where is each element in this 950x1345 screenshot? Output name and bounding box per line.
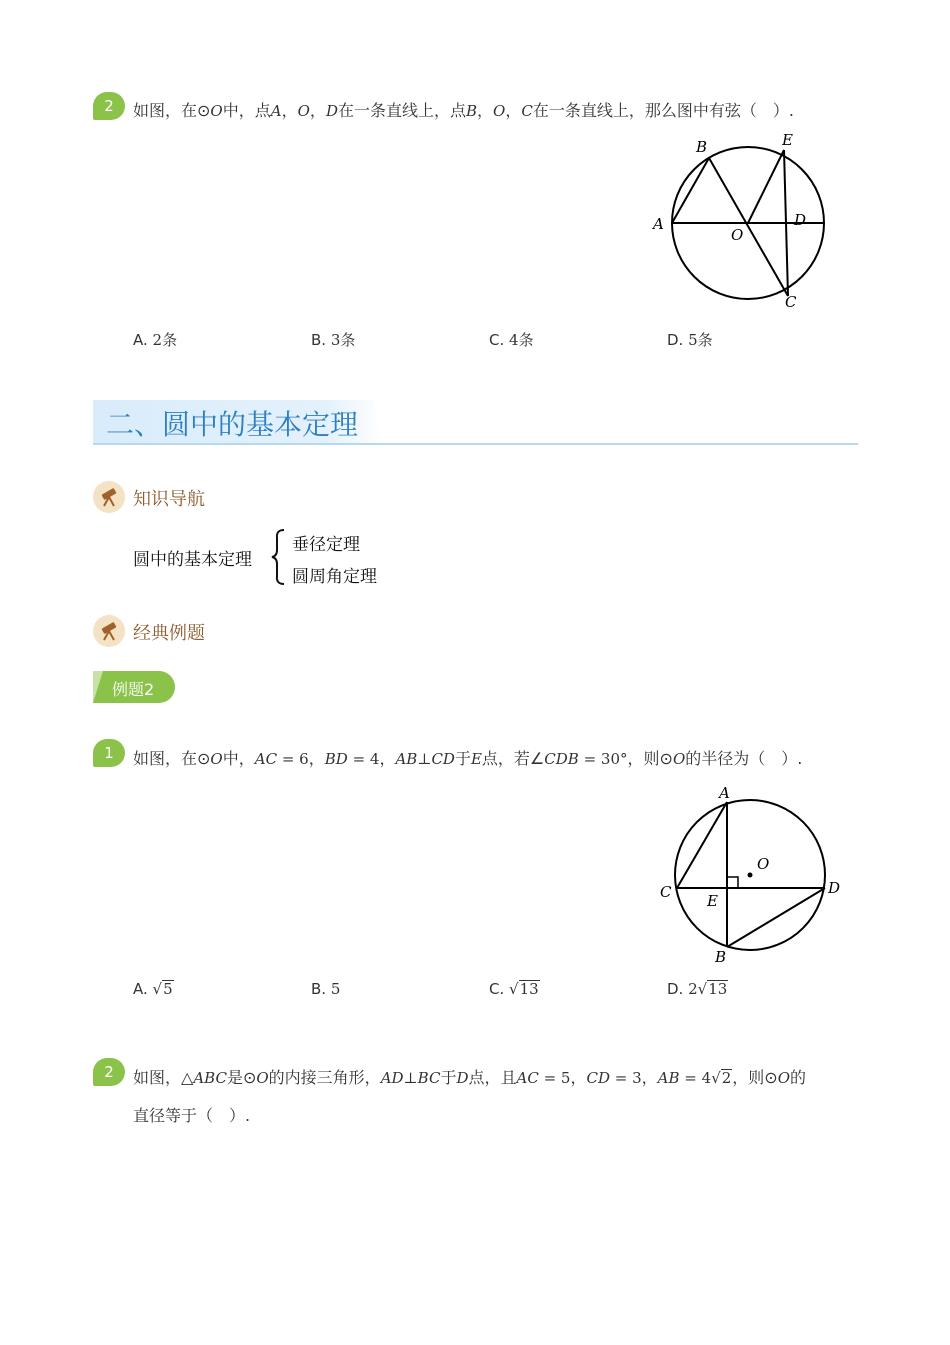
question-number-badge: 1 — [93, 739, 125, 767]
label-A: A — [653, 215, 664, 233]
circle-chords-figure — [640, 128, 840, 318]
label-D: D — [828, 879, 841, 897]
question-text-line2: 直径等于（ ）. — [133, 1106, 251, 1125]
option-d[interactable]: D. 5条 — [667, 331, 713, 349]
question-text: 如图，△ABC是⊙O的内接三角形，AD⊥BC于D点，且AC = 5，CD = 3，AB = 4√2，则⊙O的 — [133, 1068, 807, 1087]
label-C: C — [785, 293, 797, 311]
label-A: A — [719, 784, 730, 802]
brace-icon — [270, 528, 286, 586]
label-B: B — [696, 138, 708, 156]
label-O: O — [731, 226, 744, 244]
option-c[interactable]: C. √13 — [489, 980, 539, 998]
option-b[interactable]: B. 5 — [311, 980, 341, 998]
knowledge-branch-2: 圆周角定理 — [292, 567, 377, 587]
examples-label: 经典例题 — [133, 623, 205, 644]
label-E: E — [707, 892, 718, 910]
label-O: O — [757, 855, 770, 873]
option-b[interactable]: B. 3条 — [311, 331, 356, 349]
knowledge-nav-label: 知识导航 — [133, 489, 205, 510]
question-text: 如图，在⊙O中，点A，O，D在一条直线上，点B，O，C在一条直线上，那么图中有弦（ ）. — [133, 101, 794, 120]
label-B: B — [715, 948, 727, 966]
label-C: C — [660, 883, 672, 901]
section-title: 二、圆中的基本定理 — [106, 408, 359, 441]
telescope-icon — [93, 615, 125, 647]
question-text: 如图，在⊙O中，AC = 6，BD = 4，AB⊥CD于E点，若∠CDB = 30°，则⊙O的半径为（ ）. — [133, 749, 803, 768]
knowledge-root: 圆中的基本定理 — [133, 550, 252, 570]
knowledge-branch-1: 垂径定理 — [292, 535, 360, 555]
section-divider — [93, 443, 858, 445]
label-D: D — [794, 211, 807, 229]
option-d[interactable]: D. 2√13 — [667, 980, 728, 998]
circle-perpendicular-chords-figure — [650, 780, 850, 970]
label-E: E — [782, 131, 793, 149]
option-a[interactable]: A. √5 — [133, 980, 173, 998]
question-number-badge: 2 — [93, 1058, 125, 1086]
question-number-badge: 2 — [93, 92, 125, 120]
option-c[interactable]: C. 4条 — [489, 331, 534, 349]
example-tag-label: 例题2 — [112, 680, 155, 699]
telescope-icon — [93, 481, 125, 513]
option-a[interactable]: A. 2条 — [133, 331, 178, 349]
